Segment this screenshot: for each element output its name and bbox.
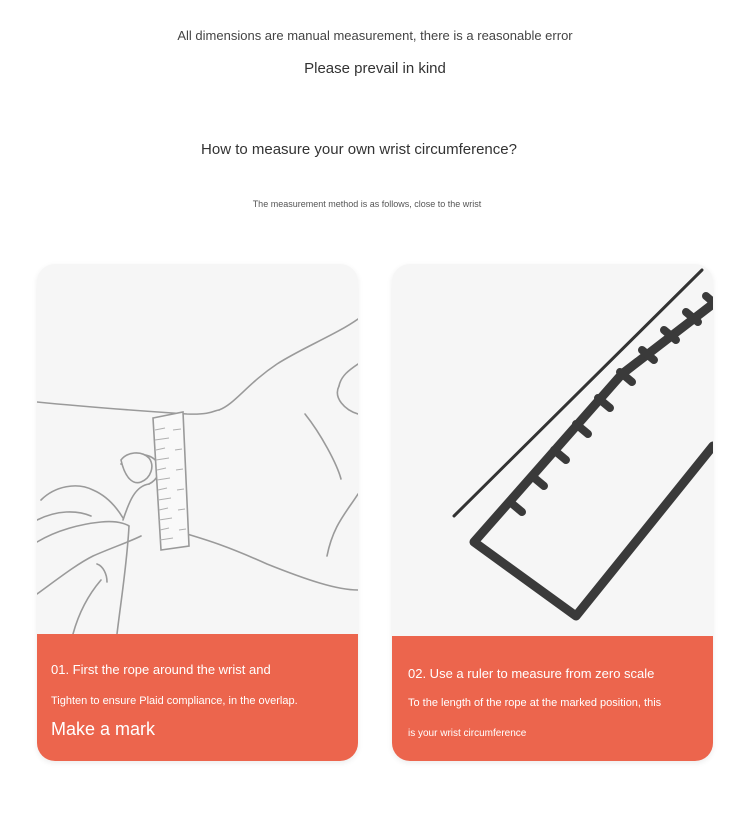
step-2-line-1: 02. Use a ruler to measure from zero scale	[408, 666, 655, 681]
step-2-line-2: To the length of the rope at the marked position, this	[408, 697, 662, 709]
method-note: The measurement method is as follows, close to the wrist	[252, 199, 482, 209]
step-card-1	[37, 264, 358, 761]
disclaimer-text: All dimensions are manual measurement, there is a reasonable error	[177, 28, 573, 43]
step-caption-1	[37, 634, 358, 761]
step-caption-2	[392, 636, 713, 761]
ruler-icon	[392, 264, 713, 636]
step-2-line-3: is your wrist circumference	[408, 728, 527, 739]
section-heading: How to measure your own wrist circumference?	[201, 141, 517, 158]
wrist-tape-icon	[37, 264, 358, 634]
step-card-2	[392, 264, 713, 761]
step-1-line-2: Tighten to ensure Plaid compliance, in the overlap.	[51, 695, 298, 707]
step-1-line-3: Make a mark	[51, 719, 156, 739]
step-1-line-1: 01. First the rope around the wrist and	[51, 662, 271, 677]
disclaimer-subtext: Please prevail in kind	[304, 60, 446, 77]
